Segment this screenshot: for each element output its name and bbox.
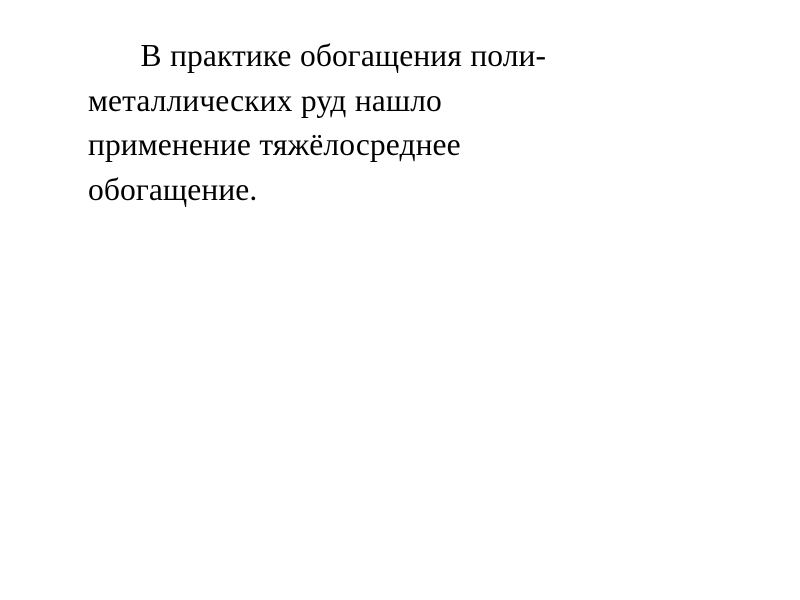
word: В [140, 38, 162, 73]
word: нашло [354, 82, 442, 118]
word: поли- [470, 38, 547, 73]
paragraph-line-1 [44, 34, 756, 79]
word: руд [300, 82, 347, 118]
word: обогащение. [88, 172, 258, 208]
paragraph-line-4 [44, 168, 756, 213]
body-paragraph [44, 34, 756, 213]
paragraph-line-3 [44, 123, 756, 168]
word: тяжёлосреднее [259, 127, 461, 163]
word: обогащения [299, 38, 462, 73]
word: практике [170, 38, 292, 73]
word: металлических [88, 82, 293, 118]
word: применение [88, 127, 251, 163]
paragraph-line-2 [44, 79, 756, 124]
